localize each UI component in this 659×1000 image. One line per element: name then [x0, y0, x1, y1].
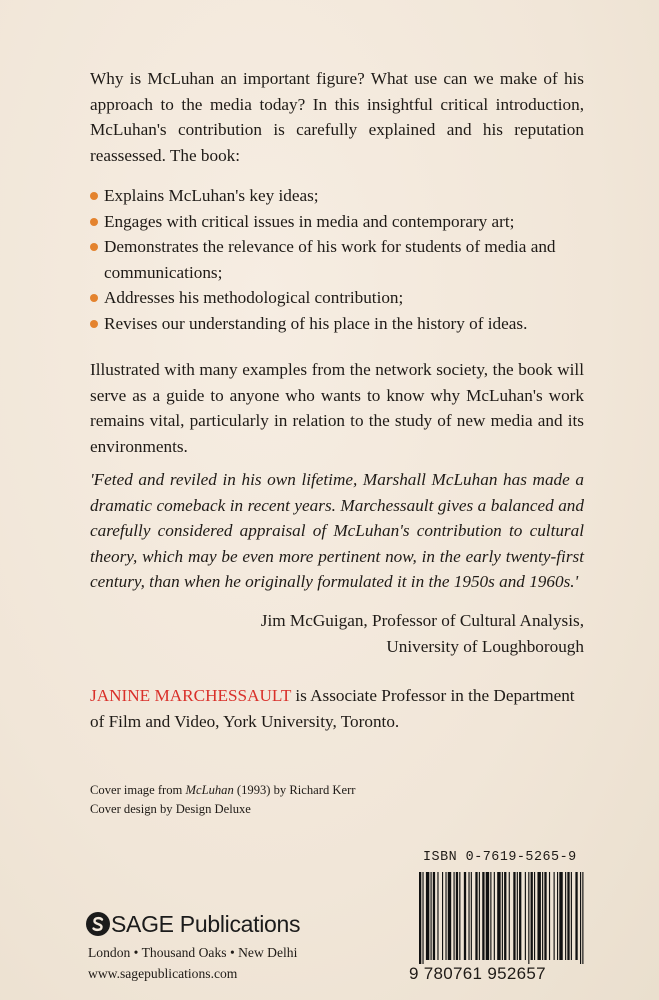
author-name: JANINE MARCHESSAULT: [90, 686, 292, 705]
publisher-cities: London • Thousand Oaks • New Delhi: [88, 945, 298, 960]
description-paragraph: Illustrated with many examples from the network society, the book will serve as a guide to anyone who wants to know why McLuhan's work remains vital, particularly in relation to the study of new media and its environments.: [90, 360, 584, 456]
design-credit: Cover design by Design Deluxe: [90, 802, 251, 816]
list-item: Demonstrates the relevance of his work for students of media and communications;: [90, 234, 590, 285]
image-credit-suffix: (1993) by Richard Kerr: [233, 783, 356, 797]
sage-logo-icon: [86, 912, 110, 936]
image-credit: [90, 781, 490, 800]
author-bio-text: is Associate Professor in the Department of Film and Video, York University, Toronto.: [90, 686, 575, 731]
feature-list: [90, 183, 590, 336]
barcode-bars: [405, 872, 591, 964]
image-credit-title: McLuhan: [185, 783, 234, 797]
barcode: [405, 850, 591, 990]
attribution-line: University of Loughborough: [386, 636, 584, 656]
cover-credits: [90, 781, 490, 819]
publisher-name: SAGE Publications: [111, 910, 301, 937]
publisher-url: www.sagepublications.com: [88, 966, 238, 981]
list-item: Addresses his methodological contribution;: [90, 285, 590, 311]
isbn-label: ISBN 0-7619-5265-9: [423, 850, 577, 865]
list-item: Revises our understanding of his place in the history of ideas.: [90, 311, 590, 337]
quote-attribution: [164, 608, 584, 659]
image-credit-prefix: Cover image from: [90, 783, 186, 797]
author-bio: [90, 683, 584, 734]
list-item: Explains McLuhan's key ideas;: [90, 183, 590, 209]
review-quote: 'Feted and reviled in his own lifetime, Marshall McLuhan has made a dramatic comeback in recent years. Marchessault gives a balanced and carefully considered appraisal of McLuhan's contribution to cultural theory, which may be even more pertinent now, in the early twenty-first century, than when he originally formulated it in the 1950s and 1960s.': [90, 470, 584, 591]
list-item: Engages with critical issues in media and contemporary art;: [90, 209, 590, 235]
publisher-logo: [86, 909, 300, 939]
barcode-digits: 9 780761 952657: [409, 964, 546, 983]
attribution-line: Jim McGuigan, Professor of Cultural Analysis,: [260, 611, 584, 630]
intro-paragraph: Why is McLuhan an important figure? What use can we make of his approach to the media today? In this insightful critical introduction, McLuhan's contribution is carefully explained and his reputation reassessed. The book:: [90, 69, 584, 165]
